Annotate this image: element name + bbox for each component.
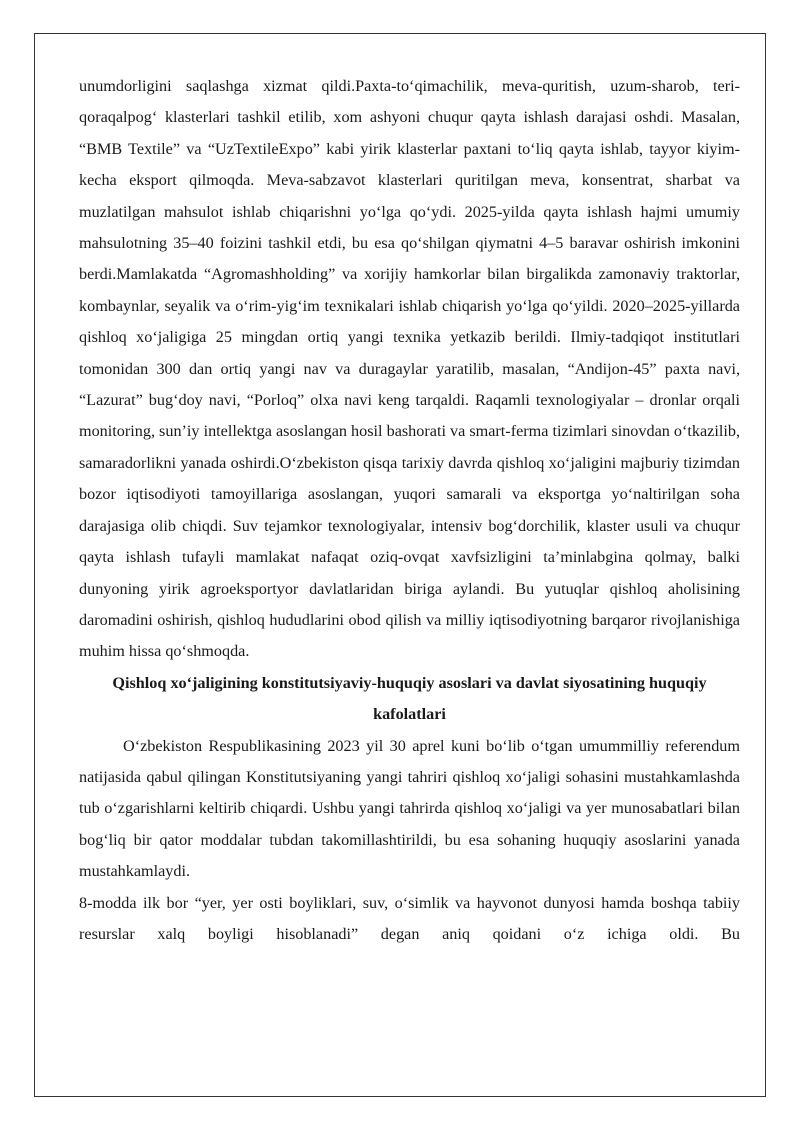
- body-paragraph: unumdorligini saqlashga xizmat qildi.Paxta-to‘qimachilik, meva-quritish, uzum-sharob, teri-qoraqalpog‘ klasterlari tashkil etilib, xom ashyoni chuqur qayta ishlash darajasi oshdi. Masalan, “BMB Textile” va “UzTextileExpo” kabi yirik klasterlar paxtani to‘liq qayta ishlab, tayyor kiyim-kecha eksport qilmoqda. Meva-sabzavot klasterlari quritilgan meva, konsentrat, sharbat va muzlatilgan mahsulot ishlab chiqarishni yo‘lga qo‘ydi. 2025-yilda qayta ishlash hajmi umumiy mahsulotning 35–40 foizini tashkil etdi, bu esa qo‘shilgan qiymatni 4–5 baravar oshirish imkonini berdi.Mamlakatda “Agromashholding” va xorijiy hamkorlar bilan birgalikda zamonaviy traktorlar, kombaynlar, seyalik va o‘rim-yig‘im texnikalari ishlab chiqarish yo‘lga qo‘yildi. 2020–2025-yillarda qishloq xo‘jaligiga 25 mingdan ortiq yangi texnika yetkazib berildi. Ilmiy-tadqiqot institutlari tomonidan 300 dan ortiq yangi nav va duragaylar yaratilib, masalan, “Andijon-45” paxta navi, “Lazurat” bug‘doy navi, “Porloq” olxa navi keng tarqaldi. Raqamli texnologiyalar – dronlar orqali monitoring, sun’iy intellektga asoslangan hosil bashorati va smart-ferma tizimlari sinovdan o‘tkazilib, samaradorlikni yanada oshirdi.O‘zbekiston qisqa tarixiy davrda qishloq xo‘jaligini majburiy tizimdan bozor iqtisodiyoti tamoyillariga asoslangan, yuqori samarali va eksportga yo‘naltirilgan soha darajasiga olib chiqdi. Suv tejamkor texnologiyalar, intensiv bog‘dorchilik, klaster usuli va chuqur qayta ishlash tufayli mamlakat nafaqat oziq-ovqat xavfsizligini ta’minlabgina qolmay, balki dunyoning yirik agroeksportyor davlatlaridan biriga aylandi. Bu yutuqlar qishloq aholisining daromadini oshirish, qishloq hududlarini obod qilish va milliy iqtisodiyotning barqaror rivojlanishiga muhim hissa qo‘shmoqda.: [79, 77, 740, 661]
- document-body: [79, 71, 740, 950]
- body-paragraph-continued: 8-modda ilk bor “yer, yer osti boyliklari, suv, o‘simlik va hayvonot dunyosi hamda boshqa tabiiy resurslar xalq boyligi hisoblanadi” degan aniq qoidani o‘z ichiga oldi. Bu: [79, 893, 740, 943]
- body-paragraph-indented: O‘zbekiston Respublikasining 2023 yil 30 aprel kuni bo‘lib o‘tgan umummilliy referendum natijasida qabul qilingan Konstitutsiyaning yangi tahriri qishloq xo‘jaligi sohasini mustahkamlashda tub o‘zgarishlarni keltirib chiqardi. Ushbu yangi tahrirda qishloq xo‘jaligi va yer munosabatlari bilan bog‘liq bir qator moddalar tubdan takomillashtirildi, bu esa sohaning huquqiy asoslarini yanada mustahkamlaydi.: [79, 736, 740, 881]
- section-heading: Qishloq xo‘jaligining konstitutsiyaviy-huquqiy asoslari va davlat siyosatining huquqiy kafolatlari: [112, 673, 707, 724]
